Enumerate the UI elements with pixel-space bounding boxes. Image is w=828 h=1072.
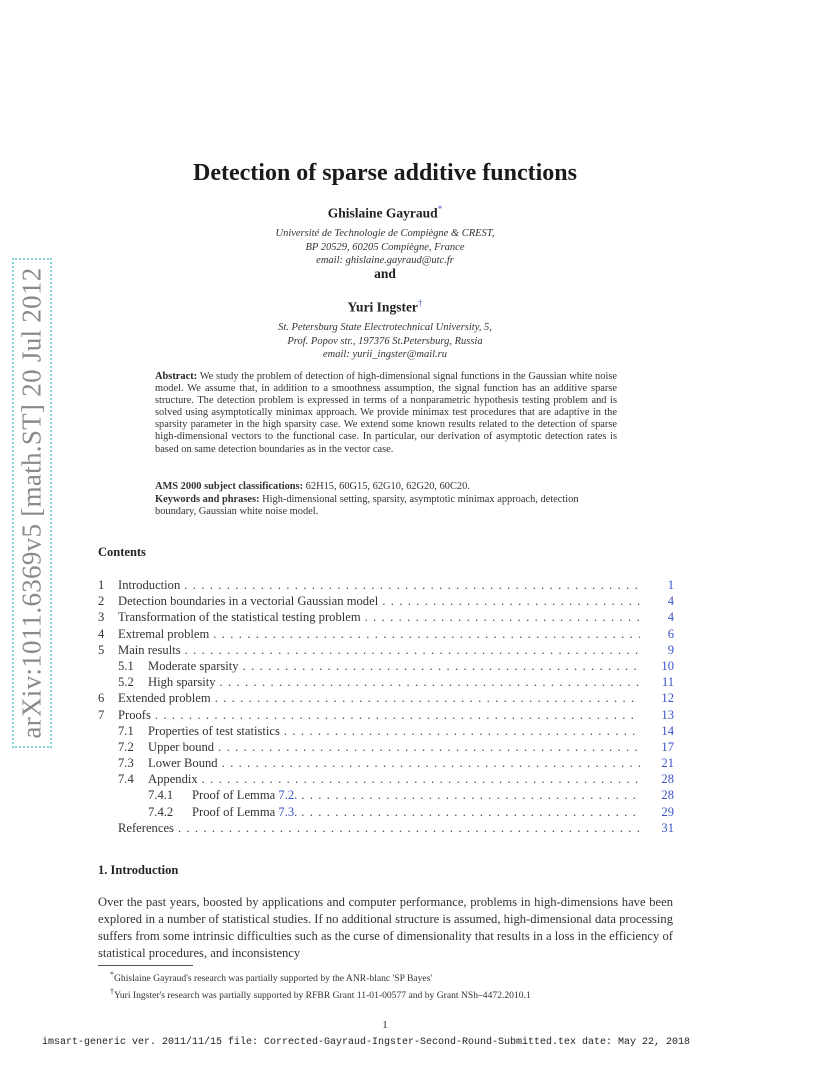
footnote-text: Yuri Ingster's research was partially supported by RFBR Grant 11-01-00577 and by Grant NSh–4472.2010.1 [114, 990, 531, 1002]
toc-entry-number: 7.3 [118, 756, 134, 771]
toc-leader-dots [220, 674, 640, 690]
toc-page-link[interactable]: 4 [667, 594, 674, 609]
toc-entry-title [148, 723, 284, 739]
toc-leader-dots [382, 593, 640, 609]
toc-leader-dots [178, 820, 640, 836]
contents-heading: Contents [98, 545, 146, 559]
table-of-contents [98, 577, 674, 836]
toc-entry-title [148, 771, 202, 787]
toc-entry-number: 3 [98, 610, 105, 625]
toc-page-link[interactable]: 12 [661, 691, 674, 706]
affiliation-email: email: yurii_ingster@mail.ru [323, 349, 447, 360]
abstract-label: Abstract: [155, 371, 198, 382]
section-heading: 1. Introduction [98, 863, 179, 877]
toc-entry-title-text: Moderate sparsity [148, 658, 239, 673]
toc-leader-dots [185, 642, 640, 658]
toc-leader-dots [243, 658, 640, 674]
toc-entry[interactable] [98, 593, 674, 609]
toc-entry-title [118, 609, 365, 625]
toc-entry-number: 5.1 [118, 658, 134, 673]
toc-page-link[interactable]: 21 [661, 756, 674, 771]
body-paragraph: Over the past years, boosted by applications and computer performance, problems in high-dimensions have been explored in a number of statistical studies. If no additional structure is assumed, high-dimensional data processing suffers from some intrinsic difficulties such as the curse of dimensionality that results in a loss in the efficiency of statistical procedures, and inconsistency [98, 895, 673, 960]
classifications [155, 481, 617, 519]
keywords-label: Keywords and phrases: [155, 493, 260, 505]
toc-entry[interactable] [98, 723, 674, 739]
abstract-text: We study the problem of detection of high-dimensional signal functions in the Gaussian white noise model. We assume that, in addition to a smoothness assumption, the signal function has an additive sparse structure. The detection problem is expressed in terms of a nonparametric hypothesis testing problem and is solved using asymptotically minimax approach. We provide minimax test procedures that are adaptive in the sparsity parameter in the high sparsity case. We extend some known results related to the detection of sparse high-dimensional vectors to the functional case. In particular, our derivation of asymptotic detection rates is based on same detection boundaries as in the vector case. [155, 371, 617, 455]
affiliation-line: St. Petersburg State Electrotechnical University, 5, [278, 322, 492, 333]
toc-entry-number: 7.1 [118, 723, 134, 738]
toc-page-link[interactable]: 17 [661, 739, 674, 754]
toc-entry-crossref-link[interactable]: 7.3. [278, 804, 298, 819]
toc-entry[interactable] [98, 739, 674, 755]
toc-entry-title-text: Lower Bound [148, 756, 218, 771]
affiliation-line: Université de Technologie de Compiègne & CREST, [275, 228, 495, 239]
toc-entry-number: 5.2 [118, 675, 134, 690]
toc-entry[interactable] [98, 771, 674, 787]
toc-page-link[interactable]: 10 [661, 658, 674, 673]
toc-page-link[interactable]: 29 [661, 804, 674, 819]
toc-entry-title [118, 593, 382, 609]
toc-entry[interactable] [98, 804, 674, 820]
toc-entry[interactable] [98, 577, 674, 593]
toc-entry[interactable] [98, 626, 674, 642]
toc-entry[interactable] [98, 609, 674, 625]
page-footer: imsart-generic ver. 2011/11/15 file: Corrected-Gayraud-Ingster-Second-Round-Submitted.tex date: May 22, 2018 [41, 1037, 691, 1048]
toc-entry[interactable] [98, 787, 674, 803]
toc-entry-title [148, 755, 222, 771]
toc-entry-title-text: Transformation of the statistical testing problem [118, 610, 361, 625]
toc-entry-title [118, 642, 185, 658]
toc-entry-title-text: Upper bound [148, 739, 215, 754]
toc-entry-number: 7.4.1 [148, 788, 174, 803]
toc-entry-number: 4 [98, 626, 105, 641]
affiliation-line: BP 20529, 60205 Compiègne, France [305, 241, 465, 253]
toc-entry-number: 2 [98, 594, 105, 609]
affiliation-line: Prof. Popov str., 197376 St.Petersburg, Russia [287, 335, 483, 347]
toc-entry[interactable] [98, 820, 674, 836]
toc-entry[interactable] [98, 707, 674, 723]
toc-entry-title-text: References [118, 820, 174, 835]
author-1-name: Ghislaine Gayraud [327, 205, 438, 221]
toc-entry[interactable] [98, 674, 674, 690]
author-1 [0, 204, 770, 222]
toc-entry-title-text: Appendix [148, 772, 198, 787]
author-1-affiliation [0, 227, 770, 268]
ams-text: 62H15, 60G15, 62G10, 62G20, 60C20. [305, 481, 470, 492]
footnotes [110, 968, 675, 1002]
toc-entry-number: 7.2 [118, 739, 134, 754]
toc-entry[interactable] [98, 690, 674, 706]
author-separator: and [374, 266, 396, 281]
footnote-mark: † [110, 987, 114, 997]
toc-page-link[interactable]: 4 [667, 610, 674, 625]
footnote-item [110, 968, 675, 985]
toc-entry-number: 1 [98, 578, 105, 592]
toc-leader-dots [215, 690, 640, 706]
toc-leader-dots [222, 755, 640, 771]
ams-label: AMS 2000 subject classifications: [155, 481, 304, 492]
author-2-affiliation [0, 321, 770, 362]
author-2-name: Yuri Ingster [347, 299, 418, 315]
toc-page-link[interactable]: 1 [667, 578, 674, 592]
abstract [155, 371, 617, 456]
author-2-footnote-mark[interactable]: † [417, 298, 423, 308]
paper-title: Detection of sparse additive functions [193, 160, 577, 186]
toc-entry-title-text: Proof of Lemma [192, 804, 279, 819]
affiliation-email: email: ghislaine.gayraud@utc.fr [316, 255, 454, 266]
toc-page-link[interactable]: 28 [661, 788, 674, 803]
toc-entry-title-text: Properties of test statistics [148, 723, 280, 738]
toc-entry-title-text: Extremal problem [118, 626, 210, 641]
toc-entry-number: 7 [98, 707, 105, 722]
toc-entry[interactable] [98, 642, 674, 658]
toc-entry-title [192, 787, 301, 803]
toc-leader-dots [202, 771, 640, 787]
toc-entry[interactable] [98, 658, 674, 674]
toc-entry[interactable] [98, 755, 674, 771]
toc-entry-title [192, 804, 301, 820]
author-1-footnote-mark[interactable]: * [437, 204, 443, 214]
toc-entry-number: 7.4 [118, 772, 134, 787]
toc-leader-dots [301, 787, 640, 803]
toc-leader-dots [184, 577, 640, 593]
toc-entry-title-text: High sparsity [148, 675, 216, 690]
footnote-text: Ghislaine Gayraud's research was partially supported by the ANR-blanc 'SP Bayes' [114, 973, 433, 985]
author-2 [0, 298, 770, 316]
toc-entry-title [118, 577, 184, 593]
toc-entry-title [148, 658, 243, 674]
footnote-mark: * [110, 970, 114, 979]
toc-entry-title [118, 707, 155, 723]
toc-entry-number: 6 [98, 691, 105, 706]
toc-page-link[interactable]: 6 [667, 626, 674, 641]
toc-leader-dots [155, 707, 640, 723]
toc-entry-title-text: Detection boundaries in a vectorial Gaussian model [118, 594, 379, 609]
toc-entry-title-text: Proof of Lemma [192, 788, 279, 803]
toc-leader-dots [218, 739, 640, 755]
toc-page-link[interactable]: 14 [661, 723, 674, 738]
toc-entry-title-text: Introduction [118, 578, 181, 592]
page-number: 1 [382, 1020, 388, 1031]
arxiv-identifier: arXiv:1011.6369v5 [math.ST] 20 Jul 2012 [16, 267, 47, 739]
toc-page-link[interactable]: 9 [667, 642, 674, 657]
toc-entry-title-text: Extended problem [118, 691, 211, 706]
toc-leader-dots [213, 626, 640, 642]
toc-page-link[interactable]: 13 [661, 707, 674, 722]
toc-entry-crossref-link[interactable]: 7.2. [278, 788, 298, 803]
toc-leader-dots [284, 723, 640, 739]
toc-entry-title-text: Proofs [118, 707, 151, 722]
toc-entry-title [148, 739, 218, 755]
toc-leader-dots [365, 609, 640, 625]
toc-entry-number: 5 [98, 642, 105, 657]
toc-entry-title [118, 820, 178, 836]
toc-leader-dots [301, 804, 640, 820]
toc-entry-number: 7.4.2 [148, 804, 174, 819]
footnote-item [110, 985, 675, 1002]
toc-page-link[interactable]: 28 [661, 772, 674, 787]
footnote-rule [98, 965, 193, 966]
toc-page-link[interactable]: 11 [661, 675, 674, 690]
keywords-text: High-dimensional setting, sparsity, asymptotic minimax approach, detection boundary, Gaussian white noise model. [155, 493, 579, 517]
toc-page-link[interactable]: 31 [661, 820, 674, 835]
toc-entry-title [118, 626, 213, 642]
toc-entry-title [148, 674, 220, 690]
toc-entry-title [118, 690, 215, 706]
toc-entry-title-text: Main results [118, 642, 181, 657]
